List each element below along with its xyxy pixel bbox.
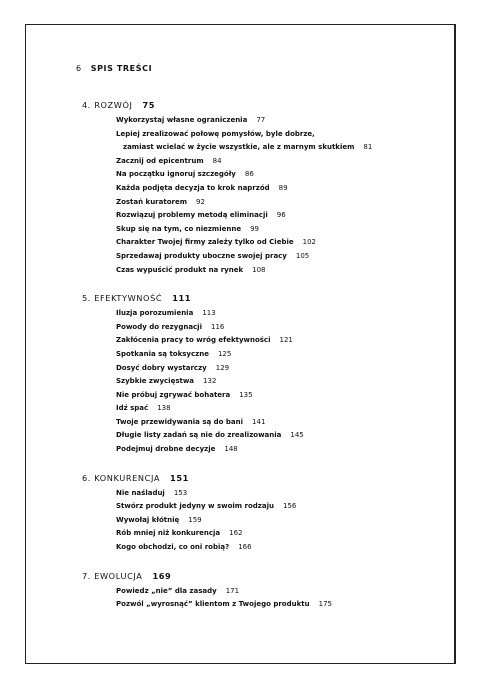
entry-title: Wykorzystaj własne ograniczenia bbox=[116, 116, 248, 124]
chapter-title: 6. KONKURENCJA bbox=[82, 472, 161, 483]
entry-page: 132 bbox=[203, 377, 217, 386]
entry-title: Na początku ignoruj szczegóły bbox=[116, 170, 236, 179]
toc-entry bbox=[116, 168, 442, 182]
entry-page: 166 bbox=[238, 543, 252, 552]
entry-title: Rób mniej niż konkurencja bbox=[116, 529, 221, 538]
toc-entry bbox=[116, 443, 442, 457]
toc-entry bbox=[116, 389, 442, 403]
entry-title: Szybkie zwycięstwa bbox=[116, 377, 195, 386]
toc-entry bbox=[116, 598, 442, 612]
entry-page: 102 bbox=[302, 238, 316, 247]
entry-page: 156 bbox=[282, 502, 297, 511]
toc-entry bbox=[116, 500, 442, 514]
chapter-title: 4. ROZWÓJ bbox=[82, 100, 133, 110]
entry-title: Zacznij od epicentrum bbox=[116, 156, 204, 165]
entry-page: 145 bbox=[290, 431, 304, 440]
chapter-7 bbox=[82, 570, 442, 612]
toc-entry bbox=[116, 236, 442, 250]
entry-page: 86 bbox=[244, 170, 254, 179]
entry-page: 121 bbox=[279, 336, 293, 345]
entry-page: 129 bbox=[215, 363, 230, 372]
toc-entry bbox=[116, 514, 442, 528]
toc-entry bbox=[116, 307, 442, 321]
entry-page: 116 bbox=[211, 322, 225, 331]
entry-title-continuation: zamiast wcielać w życie wszystkie, ale z marnym skutkiem bbox=[123, 143, 355, 152]
toc-entry bbox=[116, 527, 442, 541]
entry-page: 175 bbox=[318, 600, 332, 609]
entry-title: Skup się na tym, co niezmienne bbox=[116, 224, 242, 233]
entry-page: 89 bbox=[278, 183, 288, 192]
entry-title: Dosyć dobry wystarczy bbox=[116, 363, 207, 372]
entry-title: Twoje przewidywania są do bani bbox=[116, 417, 244, 426]
entry-page: 108 bbox=[252, 265, 266, 274]
toc-entry bbox=[116, 334, 442, 348]
entry-title: Wywołaj kłótnię bbox=[116, 515, 180, 524]
toc-entry bbox=[116, 585, 442, 599]
toc-entry bbox=[116, 196, 442, 210]
chapter-page: 111 bbox=[172, 293, 192, 304]
chapter-title: 7. EWOLUCJA bbox=[82, 570, 143, 581]
toc-entry bbox=[116, 321, 442, 335]
chapter-5 bbox=[82, 292, 442, 457]
entry-title: Powiedz „nie” dla zasady bbox=[116, 586, 217, 595]
entry-title: Rozwiązuj problemy metodą eliminacji bbox=[116, 211, 268, 220]
entry-page: 162 bbox=[229, 529, 243, 538]
chapter-heading bbox=[82, 570, 442, 583]
toc-entry bbox=[116, 375, 442, 389]
toc-entry bbox=[116, 264, 442, 278]
entry-page: 138 bbox=[157, 404, 171, 413]
entry-title: Iluzja porozumienia bbox=[116, 309, 194, 318]
entry-title: Powody do rezygnacji bbox=[116, 322, 202, 331]
entry-page: 77 bbox=[256, 116, 266, 124]
chapter-4 bbox=[82, 99, 442, 277]
entry-title: Sprzedawaj produkty uboczne swojej pracy bbox=[116, 251, 287, 260]
toc-entry bbox=[116, 541, 442, 555]
toc-entry bbox=[116, 155, 442, 169]
chapter-heading bbox=[82, 99, 442, 112]
entry-title: Czas wypuścić produkt na rynek bbox=[116, 265, 244, 274]
entry-title: Idź spać bbox=[116, 404, 149, 413]
table-of-contents bbox=[82, 99, 442, 627]
entry-title: Każda podjęta decyzja to krok naprzód bbox=[116, 183, 270, 192]
toc-entry bbox=[116, 416, 442, 430]
entry-page: 92 bbox=[196, 197, 205, 206]
entry-page: 135 bbox=[239, 390, 253, 399]
toc-entry bbox=[116, 128, 442, 155]
chapter-entries bbox=[116, 487, 442, 555]
page-title: SPIS TREŚCI bbox=[90, 64, 153, 73]
entry-title: Lepiej zrealizować połowę pomysłów, byle dobrze, bbox=[116, 129, 315, 138]
toc-entry bbox=[116, 209, 442, 223]
chapter-page: 151 bbox=[170, 472, 189, 483]
chapter-6 bbox=[82, 472, 442, 555]
entry-page: 105 bbox=[295, 251, 310, 260]
entry-title: Charakter Twojej firmy zależy tylko od Ciebie bbox=[116, 238, 294, 247]
entry-title: Nie próbuj zgrywać bohatera bbox=[116, 390, 231, 399]
entry-title: Stwórz produkt jedyny w swoim rodzaju bbox=[116, 502, 274, 511]
toc-entry bbox=[116, 223, 442, 237]
page-number: 6 bbox=[76, 64, 82, 73]
entry-page: 84 bbox=[212, 156, 222, 165]
toc-entry bbox=[116, 429, 442, 443]
entry-title: Nie naśladuj bbox=[116, 488, 165, 497]
entry-page: 148 bbox=[224, 445, 238, 454]
chapter-page: 169 bbox=[152, 570, 172, 581]
toc-entry bbox=[116, 362, 442, 376]
toc-entry bbox=[116, 348, 442, 362]
entry-page: 81 bbox=[363, 143, 373, 152]
entry-title: Zakłócenia pracy to wróg efektywności bbox=[116, 336, 271, 345]
entry-title: Spotkania są toksyczne bbox=[116, 349, 209, 358]
page-header bbox=[76, 64, 152, 73]
entry-page: 99 bbox=[250, 224, 259, 233]
entry-page: 171 bbox=[225, 586, 240, 595]
chapter-heading bbox=[82, 292, 442, 305]
entry-page: 125 bbox=[217, 349, 232, 358]
chapter-heading bbox=[82, 472, 442, 485]
entry-page: 96 bbox=[276, 211, 286, 220]
toc-entry bbox=[116, 487, 442, 501]
chapter-entries bbox=[116, 307, 442, 457]
entry-title: Długie listy zadań są nie do zrealizowania bbox=[116, 431, 282, 440]
entry-page: 113 bbox=[202, 309, 216, 318]
entry-title: Podejmuj drobne decyzje bbox=[116, 445, 216, 454]
toc-entry bbox=[116, 402, 442, 416]
chapter-page: 75 bbox=[142, 100, 156, 110]
entry-page: 141 bbox=[252, 417, 266, 426]
entry-title: Kogo obchodzi, co oni robią? bbox=[116, 543, 230, 552]
toc-entry bbox=[116, 182, 442, 196]
entry-title: Pozwól „wyrosnąć” klientom z Twojego produktu bbox=[116, 600, 310, 609]
entry-page: 159 bbox=[188, 515, 202, 524]
chapter-entries bbox=[116, 114, 442, 277]
entry-page: 153 bbox=[173, 488, 188, 497]
chapter-title: 5. EFEKTYWNOŚĆ bbox=[82, 293, 163, 304]
toc-entry bbox=[116, 250, 442, 264]
chapter-entries bbox=[116, 585, 442, 612]
toc-entry bbox=[116, 114, 442, 128]
entry-title: Zostań kuratorem bbox=[116, 197, 188, 206]
